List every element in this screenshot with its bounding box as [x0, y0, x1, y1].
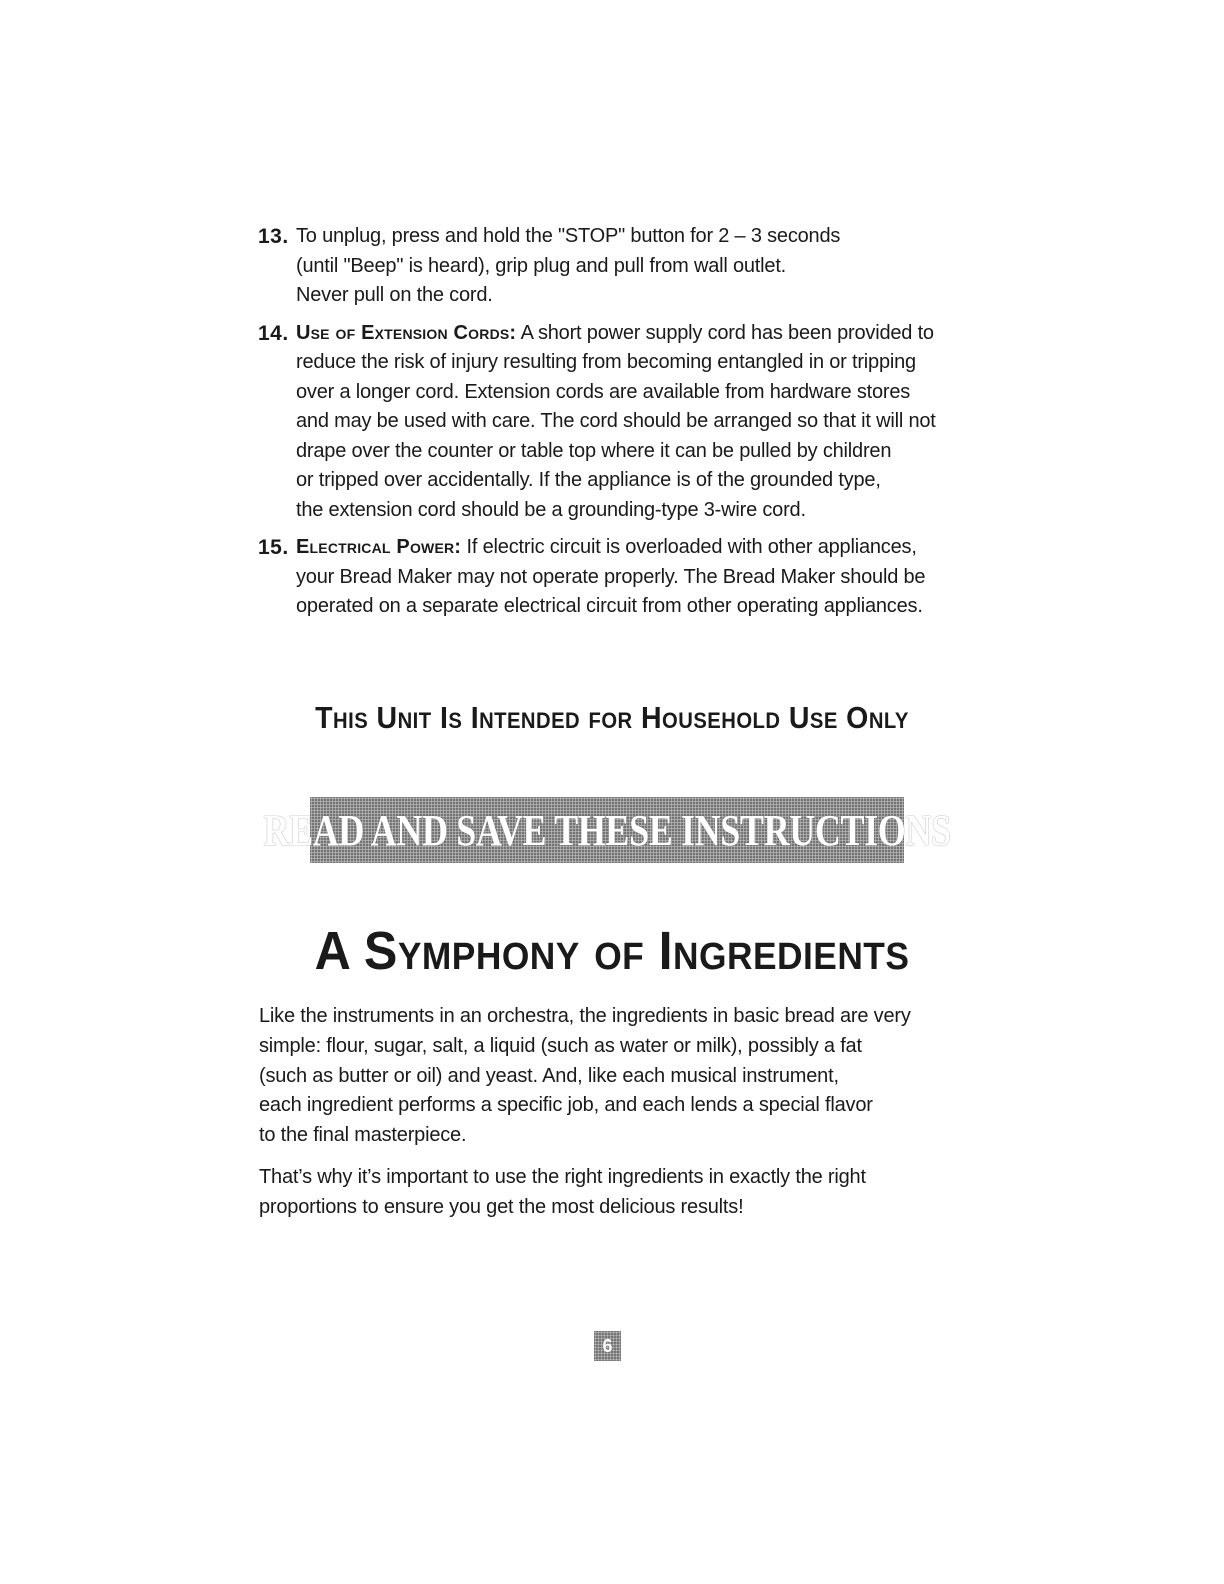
- paragraph: [259, 1002, 959, 1151]
- text-line: simple: flour, sugar, salt, a liquid (such as water or milk), possibly a fat: [259, 1034, 862, 1057]
- page-number: 6: [594, 1331, 621, 1361]
- section-title: A Symphony of Ingredients: [314, 921, 910, 981]
- text-line: (such as butter or oil) and yeast. And, like each musical instrument,: [259, 1064, 839, 1087]
- text-fragment: A short power supply cord has been provided to: [520, 321, 934, 344]
- item-text: [296, 533, 978, 622]
- text-line: Like the instruments in an orchestra, the ingredients in basic bread are very: [259, 1005, 911, 1027]
- text-line: reduce the risk of injury resulting from becoming entangled in or tripping: [296, 351, 916, 373]
- list-item-14: [258, 319, 978, 526]
- text-line: each ingredient performs a specific job, and each lends a special flavor: [259, 1094, 873, 1117]
- item-text: [296, 319, 978, 526]
- text-line: the extension cord should be a grounding-type 3-wire cord.: [296, 498, 806, 521]
- text-line: (until "Beep" is heard), grip plug and pull from wall outlet.: [296, 254, 787, 277]
- banner-text: READ AND SAVE THESE INSTRUCTIONS: [263, 805, 951, 855]
- list-item-15: [258, 533, 978, 622]
- text-line: to the final masterpiece.: [259, 1124, 467, 1147]
- intro-paragraphs: [259, 1002, 959, 1235]
- item-text: [296, 222, 978, 311]
- text-line: and may be used with care. The cord should be arranged so that it will not: [296, 410, 936, 432]
- text-line: over a longer cord. Extension cords are available from hardware stores: [296, 380, 911, 403]
- safety-list: [258, 222, 978, 630]
- text-line: operated on a separate electrical circuit from other operating appliances.: [296, 595, 923, 617]
- instructions-banner: [263, 797, 951, 863]
- text-line: or tripped over accidentally. If the appliance is of the grounded type,: [296, 469, 881, 491]
- item-number: 15.: [258, 536, 289, 559]
- text-line: [296, 533, 978, 563]
- text-line: Never pull on the cord.: [296, 284, 493, 306]
- text-line: To unplug, press and hold the "STOP" button for 2 – 3 seconds: [296, 225, 841, 247]
- item-number: 13.: [258, 225, 289, 248]
- text-line: That’s why it’s important to use the right ingredients in exactly the right: [259, 1165, 866, 1188]
- text-line: proportions to ensure you get the most delicious results!: [259, 1195, 744, 1218]
- household-use-notice: This Unit Is Intended for Household Use Only: [315, 700, 909, 735]
- text-line: [296, 319, 978, 349]
- text-line: drape over the counter or table top where it can be pulled by children: [296, 439, 892, 462]
- item-heading: Use of Extension Cords:: [296, 321, 517, 344]
- list-item-13: [258, 222, 978, 311]
- text-line: your Bread Maker may not operate properly. The Bread Maker should be: [296, 565, 926, 588]
- item-number: 14.: [258, 321, 289, 345]
- text-fragment: If electric circuit is overloaded with other appliances,: [466, 536, 917, 558]
- item-heading: Electrical Power:: [296, 536, 462, 558]
- paragraph: [259, 1163, 959, 1223]
